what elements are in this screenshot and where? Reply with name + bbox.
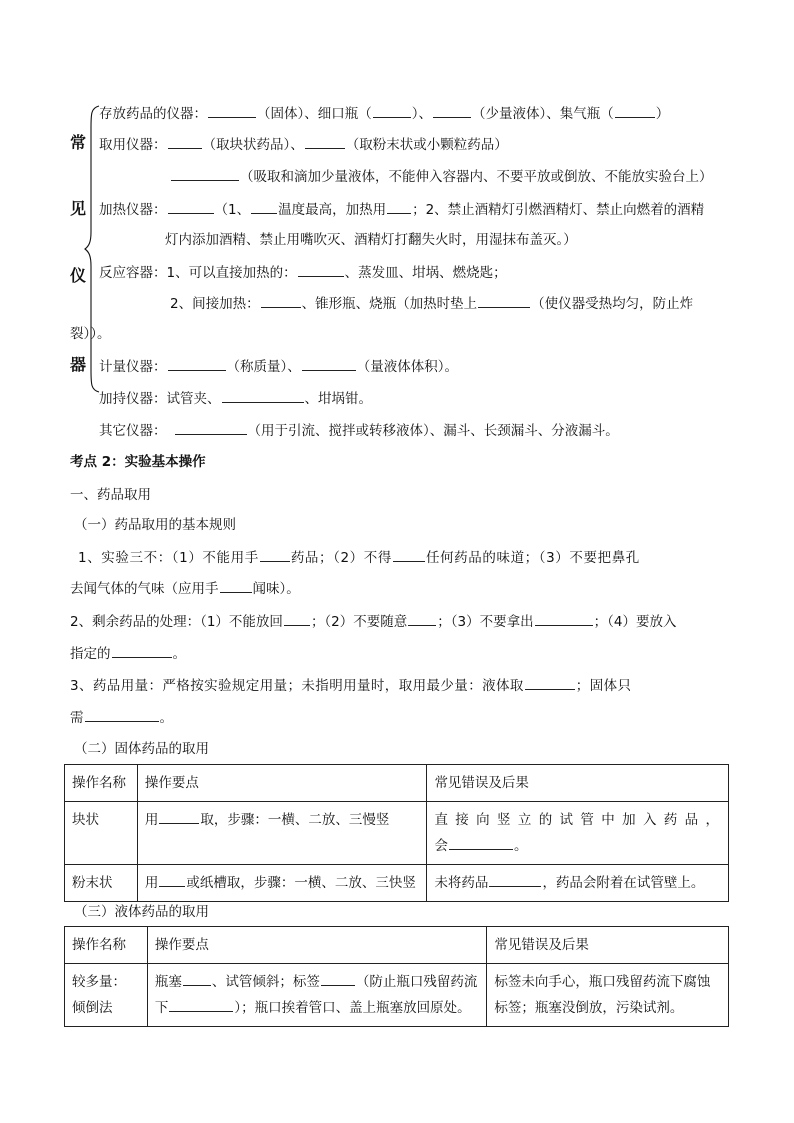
- blank[interactable]: [302, 356, 356, 371]
- take-line: 取用仪器： （取块状药品）、 （取粉末状或小颗粒药品）: [99, 134, 508, 155]
- error-text: 会 。: [434, 833, 721, 859]
- blank[interactable]: [168, 356, 226, 371]
- name-line: 倾倒法: [72, 1000, 113, 1016]
- cell-points: 用 取，步骤：一横、二放、三慢竖: [137, 802, 427, 865]
- blank[interactable]: [222, 388, 304, 403]
- rule-3: 3、药品用量：严格按实验规定用量；未指明用量时，取用最少量：液体取 ；固体只: [70, 675, 631, 696]
- rule-2: 2、剩余药品的处理：（1）不能放回 ；（2）不要随意 ；（3）不要拿出 ；（4）要放入: [70, 611, 676, 632]
- cell-points: [147, 964, 486, 1027]
- dropper-line: （吸取和滴加少量液体，不能伸入容器内、不要平放或倒放、不能放实验台上）: [170, 166, 713, 187]
- blank[interactable]: [168, 134, 202, 149]
- react-line: 反应容器：1、可以直接加热的： 、蒸发皿、坩埚、燃烧匙；: [99, 262, 507, 283]
- blank[interactable]: [433, 103, 471, 118]
- blank[interactable]: [298, 262, 344, 277]
- blank[interactable]: [373, 103, 411, 118]
- blank[interactable]: [615, 103, 655, 118]
- blank[interactable]: [305, 134, 345, 149]
- side-char-yi: 仪: [70, 266, 87, 285]
- rule-2b: 指定的 。: [70, 643, 186, 664]
- cell-errors: 未将药品 ，药品会附着在试管壁上。: [427, 865, 729, 902]
- blank[interactable]: [220, 578, 252, 593]
- blank[interactable]: [159, 872, 185, 887]
- table-header-row: [65, 927, 729, 964]
- blank[interactable]: [525, 675, 575, 690]
- heat-line-2: 灯内添加酒精、禁止用嘴吹灭、酒精灯打翻失火时，用湿抹布盖灭。）: [165, 232, 577, 248]
- blank[interactable]: [387, 199, 411, 214]
- blank[interactable]: [208, 103, 256, 118]
- blank[interactable]: [408, 611, 436, 626]
- table-row: [65, 865, 729, 902]
- header-cell: 操作要点: [147, 927, 486, 964]
- blank[interactable]: [284, 611, 310, 626]
- rule-1b: 去闻气体的气味（应用手 闻味）。: [70, 578, 300, 599]
- section-title: 考点 2：实验基本操作: [70, 454, 206, 470]
- blank[interactable]: [489, 872, 541, 887]
- table-row: [65, 802, 729, 865]
- error-text: 标签；瓶塞没倒放，污染试剂。: [494, 1000, 684, 1016]
- table-row: [65, 964, 729, 1027]
- measure-line: 计量仪器： （称质量）、 （量液体体积）。: [99, 356, 458, 377]
- cell-name: [65, 964, 148, 1027]
- side-char-qi: 器: [70, 355, 87, 374]
- cell-errors: [487, 964, 729, 1027]
- blank[interactable]: [535, 611, 593, 626]
- react-line-3: 裂））。: [70, 326, 111, 342]
- header-cell: 常见错误及后果: [487, 927, 729, 964]
- subsection-title: （一）药品取用的基本规则: [74, 517, 236, 533]
- blank[interactable]: [85, 707, 159, 722]
- blank[interactable]: [251, 199, 277, 214]
- blank[interactable]: [168, 199, 214, 214]
- side-char-jian: 见: [70, 199, 87, 218]
- cell-points: 用 或纸槽取，步骤：一横、二放、三快竖: [137, 865, 427, 902]
- header-cell: 操作名称: [65, 765, 138, 802]
- hold-line: 加持仪器：试管夹、 、坩埚钳。: [99, 388, 372, 409]
- react-line-2: 2、间接加热： 、锥形瓶、烧瓶（加热时垫上 （使仪器受热均匀，防止炸: [170, 293, 693, 314]
- blank[interactable]: [112, 643, 172, 658]
- blank[interactable]: [393, 547, 425, 562]
- blank[interactable]: [183, 971, 211, 986]
- cell-errors: [427, 802, 729, 865]
- blank[interactable]: [449, 835, 513, 850]
- heat-line: 加热仪器： （1、 温度最高，加热用 ；2、禁止酒精灯引燃酒精灯、禁止向燃着的酒精: [99, 199, 704, 220]
- solid-table: [64, 764, 729, 902]
- liquid-table: [64, 926, 729, 1027]
- header-cell: 常见错误及后果: [427, 765, 729, 802]
- liquid-title: （三）液体药品的取用: [74, 904, 209, 920]
- name-line: 较多量：: [72, 974, 126, 990]
- error-text: 标签未向手心，瓶口残留药流下腐蚀: [494, 974, 711, 990]
- points-line: 瓶塞 、试管倾斜；标签 （防止瓶口残留药流: [155, 969, 479, 995]
- header-cell: 操作名称: [65, 927, 148, 964]
- blank[interactable]: [159, 809, 199, 824]
- cell-name: 块状: [65, 802, 138, 865]
- storage-line: 存放药品的仪器： （固体）、细口瓶（ ）、 （少量液体）、集气瓶（ ）: [99, 103, 669, 124]
- subsection-title: 一、药品取用: [70, 487, 151, 503]
- rule-3b: 需 。: [70, 707, 173, 728]
- blank[interactable]: [169, 997, 233, 1012]
- blank[interactable]: [260, 547, 290, 562]
- side-char-chang: 常: [70, 133, 87, 152]
- blank[interactable]: [478, 293, 530, 308]
- rule-1: 1、实验三不：（1）不能用手 药品；（2）不得 任何药品的味道；（3）不要把鼻孔: [78, 547, 640, 568]
- header-cell: 操作要点: [137, 765, 427, 802]
- error-text: 直接向竖立的试管中加入药品，: [434, 812, 721, 828]
- blank[interactable]: [261, 293, 301, 308]
- points-line: 下 ）；瓶口挨着管口、盖上瓶塞放回原处。: [155, 995, 479, 1021]
- blank[interactable]: [175, 420, 247, 435]
- cell-name: 粉末状: [65, 865, 138, 902]
- solid-title: （二）固体药品的取用: [74, 741, 209, 757]
- other-line: 其它仪器： （用于引流、搅拌或转移液体）、漏斗、长颈漏斗、分液漏斗。: [99, 420, 619, 441]
- blank[interactable]: [321, 971, 355, 986]
- blank[interactable]: [171, 166, 239, 181]
- table-header-row: [65, 765, 729, 802]
